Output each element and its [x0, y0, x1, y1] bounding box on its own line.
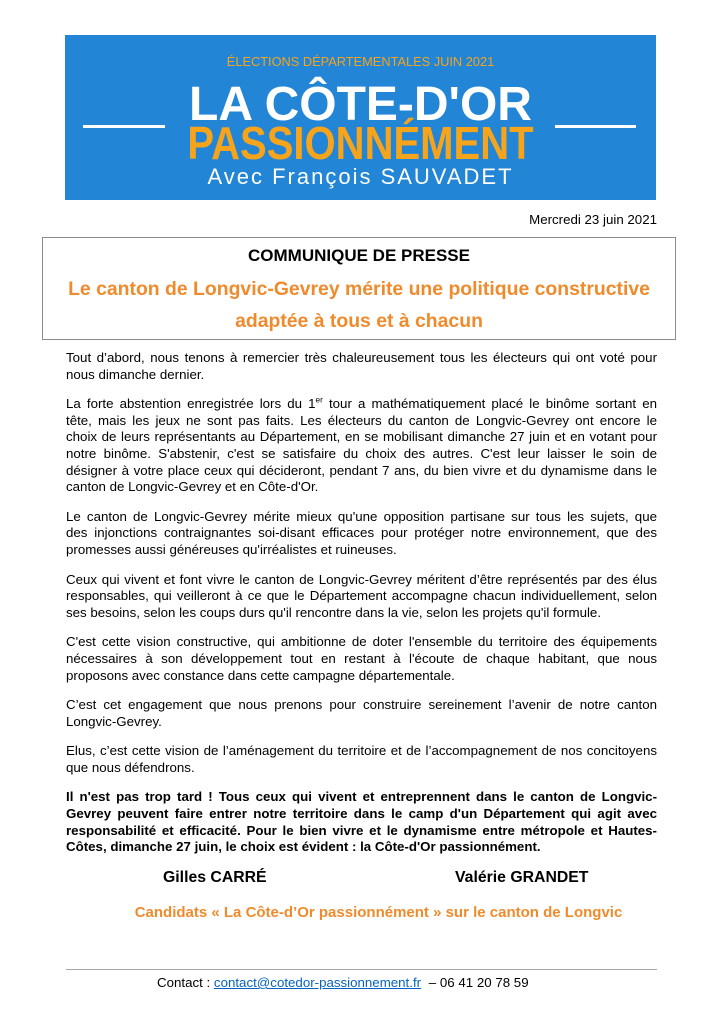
- contact-footer: [157, 975, 529, 992]
- contact-phone: – 06 41 20 78 59: [428, 975, 529, 990]
- footer-divider: [66, 969, 657, 970]
- paragraph-line: Tout d’abord, nous tenons à remercier très chaleureusement tous les électeurs qui ont voté pour: [66, 350, 657, 365]
- paragraph-line: Le canton de Longvic-Gevrey mérite mieux qu'une opposition partisane sur tous les sujets, que: [66, 508, 657, 524]
- banner-subtitle: ÉLECTIONS DÉPARTEMENTALES JUIN 2021: [226, 54, 495, 69]
- contact-label: Contact :: [157, 975, 211, 990]
- publication-date: Mercredi 23 juin 2021: [529, 212, 657, 227]
- paragraph-line: promesses aussi généreuses qu'irréalistes et ruineuses.: [66, 541, 397, 557]
- paragraph: [66, 572, 657, 622]
- paragraph: [66, 743, 657, 776]
- candidates-line: Candidats « La Côte-d’Or passionnément » sur le canton de Longvic: [134, 904, 623, 921]
- paragraph-line: Longvic-Gevrey.: [66, 713, 162, 729]
- banner-title-line1: LA CÔTE-D'OR: [189, 78, 532, 131]
- press-release-title-line: adaptée à tous et à chacun: [235, 310, 483, 332]
- line-segment: La forte abstention enregistrée lors du 1: [66, 396, 316, 412]
- paragraph-line: choix de leurs représentants au Département, en se mobilisant dimanche 27 juin et en votant pour: [66, 429, 657, 445]
- paragraph: [66, 634, 657, 684]
- signature-gilles-carre: Gilles CARRÉ: [163, 869, 267, 886]
- line-segment: tour a mathématiquement placé le binôme sortant en: [322, 396, 658, 412]
- press-release-header-box: [42, 237, 676, 340]
- press-release-title: [43, 273, 675, 337]
- paragraph-line: Ceux qui vivent et font vivre le canton de Longvic-Gevrey méritent d’être représentés par des élus: [66, 571, 657, 587]
- paragraph-line: C'est cette vision constructive, qui ambitionne de doter l'ensemble du territoire des équipements: [66, 634, 657, 650]
- paragraph-line: [66, 396, 657, 413]
- paragraph-line: que nous défendrons.: [66, 759, 195, 775]
- banner-title-line2: PASSIONNÉMENT: [187, 117, 534, 169]
- paragraph-line: notre binôme. S'abstenir, c'est se satisfaire du choix des autres. C'est leur laisser le soin de: [66, 445, 657, 461]
- paragraph: [66, 350, 657, 383]
- paragraph-line: des injonctions contraignantes soi-disant efficaces pour protéger notre environnement, que des: [66, 525, 657, 541]
- press-release-title-line: Le canton de Longvic-Gevrey mérite une politique constructive: [68, 278, 650, 300]
- paragraph-line: nécessaires à son développement tout en restant à l'écoute de chaque habitant, que nous: [66, 650, 657, 666]
- paragraph-line: désigner à votre place ceux qui décideront, pendant 7 ans, du bien vivre et du dynamisme dans le: [66, 462, 657, 478]
- paragraph: [66, 789, 657, 855]
- paragraph-line: nous dimanche dernier.: [66, 366, 205, 382]
- paragraph-line: canton de Longvic-Gevrey et en Côte-d'Or.: [66, 479, 319, 495]
- contact-email-link[interactable]: contact@cotedor-passionnement.fr: [213, 975, 422, 990]
- banner-tagline: Avec François SAUVADET: [207, 164, 514, 189]
- paragraph-line: Il n'est pas trop tard ! Tous ceux qui vivent et entreprennent dans le canton de Longvic-: [66, 789, 657, 805]
- superscript-text: er: [315, 395, 323, 405]
- paragraph-line: responsables, qui veilleront à ce que le Département accompagne chacun individuellement, selon: [66, 588, 657, 604]
- paragraph-line: Côtes, dimanche 27 juin, le choix est évident : la Côte-d'Or passionnément.: [66, 839, 541, 855]
- paragraph: [66, 697, 657, 730]
- paragraph: [66, 396, 657, 496]
- signature-valerie-grandet: Valérie GRANDET: [455, 869, 589, 886]
- paragraph-line: ses besoins, selon les coups durs qu'il rencontre dans la vie, selon les projets qu'il formule.: [66, 604, 602, 620]
- campaign-banner: [65, 35, 656, 200]
- paragraph-line: proposons avec constance dans cette campagne départementale.: [66, 667, 455, 683]
- paragraph-line: Gevrey peuvent faire entrer notre territoire dans le camp d'un Département qui agit avec: [66, 806, 657, 822]
- paragraph-line: tête, mais les jeux ne sont pas faits. Les électeurs du canton de Longvic-Gevrey ont encore le: [66, 412, 657, 428]
- paragraph: [66, 509, 657, 559]
- press-release-label: COMMUNIQUE DE PRESSE: [248, 246, 470, 265]
- paragraph-line: responsabilité et efficacité. Pour le bien vivre et le dynamisme entre métropole et Hautes-: [66, 822, 657, 838]
- paragraph-line: C’est cet engagement que nous prenons pour construire sereinement l’avenir de notre canton: [66, 697, 657, 713]
- paragraph-line: Elus, c’est cette vision de l’aménagement du territoire et de l’accompagnement de nos concitoyens: [66, 743, 657, 759]
- body-text: [66, 350, 657, 869]
